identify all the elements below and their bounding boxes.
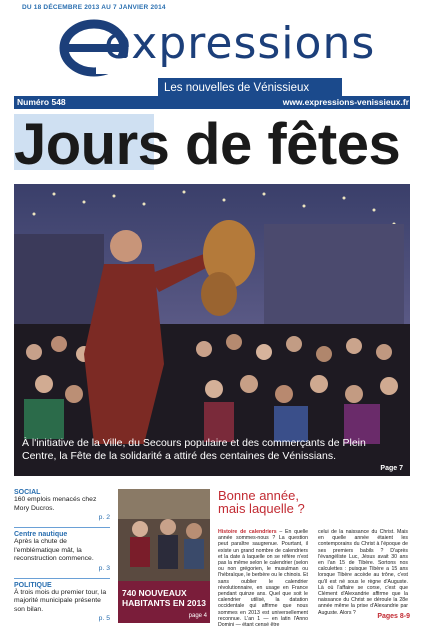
brief-category: SOCIAL <box>14 489 41 496</box>
brief-category: POLITIQUE <box>14 581 52 589</box>
briefs-column <box>14 489 110 628</box>
teaser-new-residents[interactable] <box>118 489 210 623</box>
issue-number: Numéro 548 <box>17 97 66 107</box>
brief-text: 160 emplois menacés chez Mory Ducros. <box>14 496 97 512</box>
headline: Jours de fêtes <box>14 112 401 177</box>
teaser-title: 740 NOUVEAUX HABITANTS EN 2013 <box>122 588 206 608</box>
article-title-line1: Bonne année, <box>218 488 299 503</box>
calendar-article <box>218 488 410 629</box>
article-page-ref[interactable]: Pages 8-9 <box>377 613 410 620</box>
brief-divider <box>14 578 110 579</box>
article-column-1-text: – En quelle année sommes-nous ? La question peut paraître saugrenue. Pourtant, il existe un grand nombre de calendriers et la date à laquelle on se réfère n'est pas la même selon le calendrier (selon ou non grégorien, le musulman ou l'hébraïque, le berbère ou le chinois. Et sans oublier le calendrier révolutionnaire, en usage en France pendant quinze ans. Quel que soit le calendrier utilisé, la datation occidentale qui affirme que nous sommes en 2013 est universellement reconnue. L'an 1 — en latin l'Anno Domini — étant censé être <box>218 529 309 629</box>
brief-page-ref: p. 2 <box>98 514 110 521</box>
brief-text: Après la chute de l'emblématique mât, la reconstruction commence. <box>14 538 94 562</box>
brief-social[interactable] <box>14 489 110 521</box>
article-title-line2: mais laquelle ? <box>218 501 305 516</box>
brief-page-ref: p. 3 <box>98 564 110 572</box>
cover-photo-illustration <box>14 184 410 476</box>
masthead-tagline: Les nouvelles de Vénissieux <box>164 82 310 94</box>
article-column-2: celui de la naissance du Christ. Mais en quelle année étaient les contemporains du Christ à l'époque de ses premiers babils ? D'après l'évangéliste Luc, Jésus avait 30 ans en l'an 15 de Tibère. Sortons nos calculettes : puisque Tibère a 15 ans lorsque Tibère accède au trône, c'est qu'il est né sous le règne d'Auguste. Là où l'affaire se corse, c'est que Clément d'Alexandrie affirme que la naissance du Christ se déroule la 28e année même la prise d'Alexandrie par Auguste. Alors ? <box>318 529 408 616</box>
photo-page-ref[interactable]: Page 7 <box>380 465 403 472</box>
brief-text: À trois mois du premier tour, la majorité municipale présente son bilan. <box>14 588 107 613</box>
issue-dates: DU 18 DÉCEMBRE 2013 AU 7 JANVIER 2014 <box>22 4 166 11</box>
brief-divider <box>14 527 110 528</box>
brief-page-ref: p. 5 <box>98 615 110 622</box>
cover-photo <box>14 184 410 476</box>
masthead-title: expressions <box>104 18 376 69</box>
article-lead: Histoire de calendriers <box>218 529 277 535</box>
photo-caption: À l'initiative de la Ville, du Secours populaire et des commerçants de Plein Centre, la Fête de la solidarité a attiré des centaines de Vénissians. <box>22 437 366 462</box>
masthead-logo <box>58 14 376 96</box>
teaser-photo <box>118 489 210 581</box>
brief-politique[interactable] <box>14 582 110 623</box>
teaser-page-ref: page 4 <box>188 613 207 619</box>
article-column-1 <box>218 529 308 628</box>
website-link[interactable]: www.expressions-venissieux.fr <box>282 97 409 107</box>
brief-centre-nautique[interactable] <box>14 531 110 572</box>
brief-category: Centre nautique <box>14 531 68 538</box>
